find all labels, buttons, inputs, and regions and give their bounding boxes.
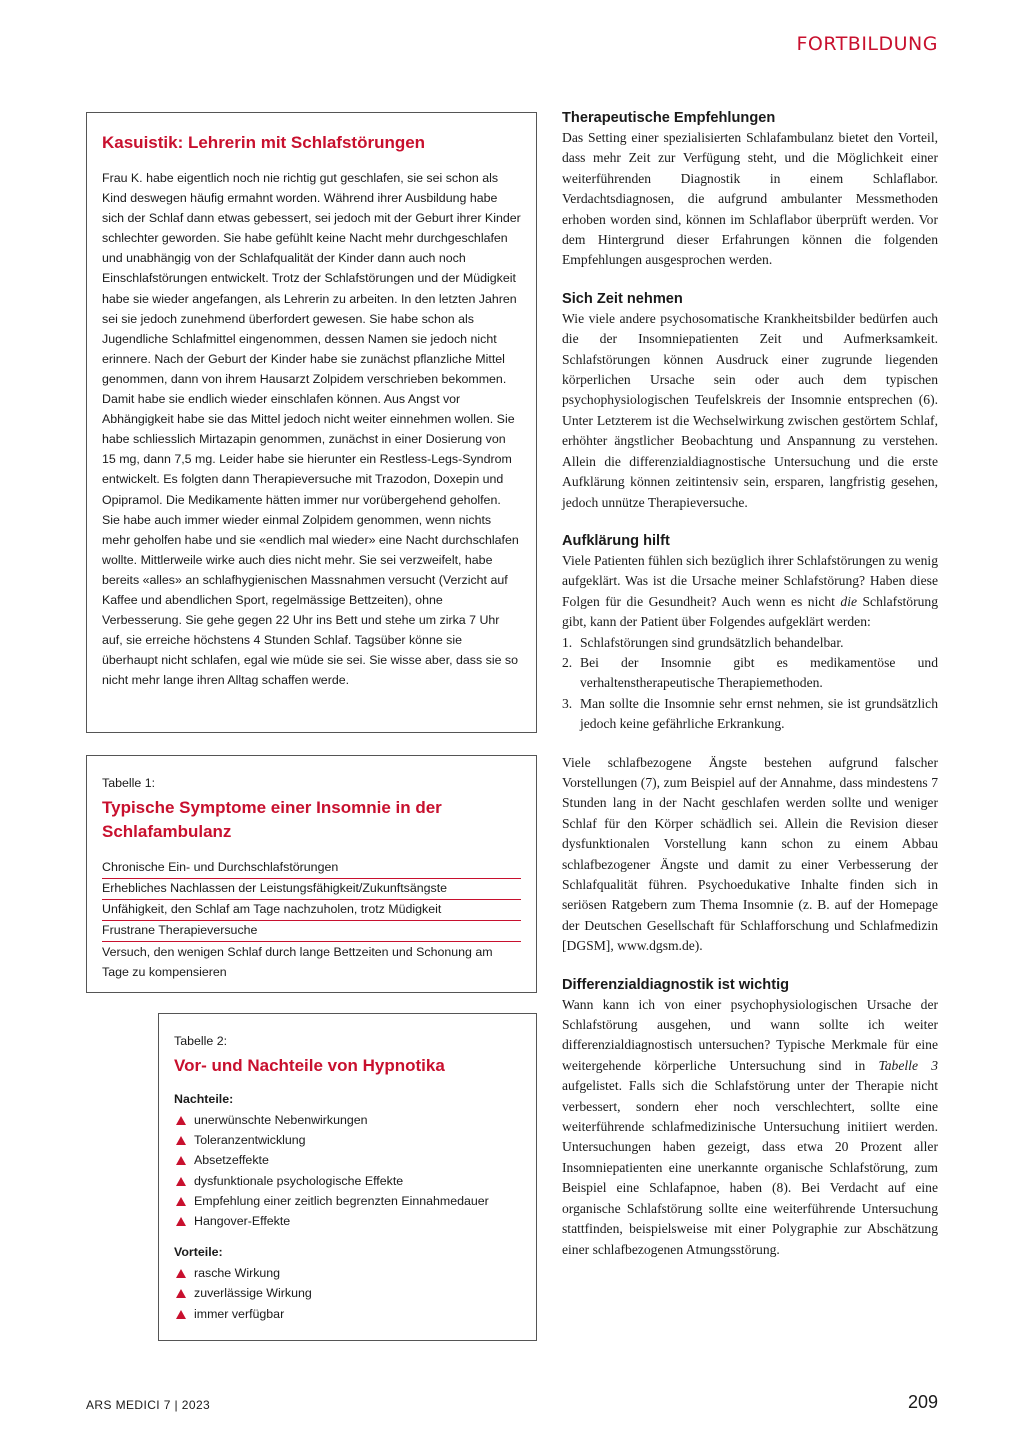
text-run: aufgelistet. Falls sich die Schlafstörung unter der Therapie nicht verbessert, sondern eher noch verschlechtert, sollte eine weiterführende schlafmedizinische Untersuchung initiiert werden. Untersuchungen haben gezeigt, dass etwa 20 Prozent aller Insomniepatienten eine unerkannte organische Schlafstörung, zum Beispiel eine Schlafapnoe, haben (8). Bei Verdacht auf eine organische Schlafstörung sollte eine weiterführende Untersuchung stattfinden, beispielsweise mit einer Polygraphie zur Abschätzung einer schlafbezogenen Atmungsstörung. — [562, 1078, 938, 1257]
list-item-text: Absetzeffekte — [194, 1153, 269, 1168]
emphasis: die — [840, 593, 858, 609]
heading-take-time: Sich Zeit nehmen — [562, 290, 683, 307]
list-item — [174, 1283, 521, 1303]
list-item-text: immer verfügbar — [194, 1306, 285, 1321]
triangle-bullet-icon — [176, 1289, 186, 1298]
case-report-text: Frau K. habe eigentlich noch nie richtig gut geschlafen, sie sei schon als Kind deswegen häufig ermahnt worden. Während ihrer Ausbildung habe sich der Schlaf dann etwas gebessert, sei jedoch mit der Geburt ihrer Kinder schlechter geworden. Sie habe gefühlt keine Nacht mehr durchgeschlafen und unabhängig von der Schlafqualität der Kinder dann auch noch Einschlafstörungen entwickelt. Trotz der Schlafstörungen und der Müdigkeit habe sie wieder angefangen, als Lehrerin zu arbeiten. In den letzten Jahren sei sie jedoch zunehmend überfordert gewesen. Sie habe schon als Jugendliche Schlafmittel eingenommen, dessen Namen sie jedoch nicht erinnere. Nach der Geburt der Kinder habe sie zunächst pflanzliche Mittel genommen, dann von ihrem Hausarzt Zolpidem verschrieben bekommen. Damit habe sie endlich wieder einschlafen können. Aus Angst vor Abhängigkeit habe sie das Mittel jedoch nicht weiter einnehmen wollen. Sie habe schliesslich Mirtazapin genommen, zunächst in einer Dosierung von 15 mg, dann 7,5 mg. Leider habe sie hierunter ein Restless-Legs-Syndrom entwickelt. Es folgten dann Therapieversuche mit Trazodon, Doxepin und Opipramol. Die Medikamente hätten immer nur vorübergehend geholfen. Sie habe auch immer wieder einmal Zolpidem genommen, wenn nichts mehr geholfen habe und sie «endlich mal wieder» eine Nacht durchschlafen wollte. Mittlerweile wirke auch dies nicht mehr. Sie sei verzweifelt, habe bereits «alles» an schlafhygienischen Massnahmen versucht (Verzicht auf Kaffee und abendlichen Sport, regelmässige Bettzeiten), ohne Verbesserung. Sie gehe gegen 22 Uhr ins Bett und stehe um zirka 7 Uhr auf, sie erreiche höchstens 4 Stunden Schlaf. Tagsüber könne sie überhaupt nicht schlafen, egal wie müde sie sei. Sie wisse aber, dass sie so nicht mehr lange ihren Alltag schaffen werde. — [102, 171, 521, 688]
list-item-text: unerwünschte Nebenwirkungen — [194, 1113, 368, 1127]
triangle-bullet-icon — [176, 1310, 186, 1319]
table-row: Frustrane Therapieversuche — [102, 921, 521, 942]
section-label: FORTBILDUNG — [796, 33, 938, 55]
article-column — [562, 108, 938, 1260]
list-item-text: Empfehlung einer zeitlich begrenzten Einnahmedauer — [194, 1193, 489, 1208]
list-item — [174, 1263, 521, 1283]
cons-list — [174, 1110, 521, 1231]
list-item-text: Schlafstörungen sind grundsätzlich behandelbar. — [580, 634, 844, 650]
list-item — [174, 1191, 521, 1211]
list-item — [174, 1110, 521, 1130]
pros-heading: Vorteile: — [174, 1245, 223, 1260]
table-2-label: Tabelle 2: — [174, 1034, 228, 1048]
emphasis: Tabelle 3 — [878, 1057, 938, 1073]
case-report-box — [86, 112, 537, 733]
triangle-bullet-icon — [176, 1197, 186, 1206]
paragraph — [562, 995, 938, 1260]
table-2-title: Vor- und Nachteile von Hypnotika — [174, 1056, 445, 1075]
text-run: Wann kann ich von einer psychophysiologischen Ursache der Schlafstörung ausgehen, und wann sollte ich weiter differenzialdiagnostisch untersuchen? Typische Merkmale für eine weitergehende körperliche Untersuchung sind in — [562, 996, 938, 1073]
table-1-title: Typische Symptome einer Insomnie in der Schlafambulanz — [102, 798, 442, 841]
triangle-bullet-icon — [176, 1156, 186, 1165]
page-number: 209 — [907, 1392, 938, 1412]
list-item-text: zuverlässige Wirkung — [194, 1286, 312, 1301]
list-number: 2. — [562, 654, 573, 670]
list-item — [562, 694, 938, 735]
list-item — [174, 1130, 521, 1150]
table-row: Unfähigkeit, den Schlaf am Tage nachzuholen, trotz Müdigkeit — [102, 900, 521, 921]
list-number: 1. — [562, 634, 573, 650]
list-item-text: Toleranzentwicklung — [194, 1133, 306, 1148]
table-2-box — [158, 1013, 537, 1341]
triangle-bullet-icon — [176, 1116, 186, 1125]
list-item — [562, 653, 938, 694]
table-1-label: Tabelle 1: — [102, 776, 156, 790]
list-number: 3. — [562, 695, 573, 711]
table-row: Versuch, den wenigen Schlaf durch lange Bettzeiten und Schonung am Tage zu kompensieren — [102, 945, 493, 979]
paragraph: Das Setting einer spezialisierten Schlafambulanz bietet den Vorteil, dass mehr Zeit zur Verfügung steht, und die Möglichkeit einer weiterführenden Diagnostik in einem Schlaflabor. Verdachtsdiagnosen, die aufgrund ambulanter Messmethoden erhoben worden sind, können im Schlaflabor überprüft werden. Vor dem Hintergrund dieser Erfahrungen können die folgenden Empfehlungen ausgesprochen werden. — [562, 130, 938, 268]
heading-differential-diagnosis: Differenzialdiagnostik ist wichtig — [562, 976, 790, 993]
list-item — [174, 1304, 521, 1324]
table-row: Erhebliches Nachlassen der Leistungsfähigkeit/Zukunftsängste — [102, 879, 521, 900]
paragraph — [562, 551, 938, 633]
numbered-list — [562, 633, 938, 735]
table-row: Chronische Ein- und Durchschlafstörungen — [102, 858, 521, 879]
triangle-bullet-icon — [176, 1269, 186, 1278]
table-1-box — [86, 755, 537, 993]
list-item-text: Hangover-Effekte — [194, 1214, 291, 1229]
list-item-text: dysfunktionale psychologische Effekte — [194, 1173, 404, 1188]
case-report-title: Kasuistik: Lehrerin mit Schlafstörungen — [102, 133, 426, 152]
list-item — [174, 1171, 521, 1191]
text-run: Schlafstörung gibt, kann der Patient über Folgendes aufgeklärt werden: — [562, 593, 938, 630]
list-item — [562, 633, 938, 653]
heading-therapy-recommendations: Therapeutische Empfehlungen — [562, 110, 776, 126]
list-item — [174, 1211, 521, 1231]
triangle-bullet-icon — [176, 1217, 186, 1226]
pros-list — [174, 1263, 521, 1324]
list-item-text: rasche Wirkung — [194, 1266, 281, 1281]
list-item — [174, 1150, 521, 1170]
list-item-text: Man sollte die Insomnie sehr ernst nehmen, sie ist grundsätzlich jedoch keine gefährliche Erkrankung. — [580, 695, 938, 732]
cons-heading: Nachteile: — [174, 1092, 234, 1106]
triangle-bullet-icon — [176, 1177, 186, 1186]
triangle-bullet-icon — [176, 1136, 186, 1145]
list-item-text: Bei der Insomnie gibt es medikamentöse und verhaltenstherapeutische Therapiemethoden. — [580, 654, 938, 691]
paragraph: Viele schlafbezogene Ängste bestehen aufgrund falscher Vorstellungen (7), zum Beispiel auf der Annahme, dass mindestens 7 Stunden lang in der Nacht geschlafen werden sollte und weniger Schlaf für den Körper schädlich sei. Allein die Revision dieser dysfunktionalen Vorstellung kann schon zu einem Abbau schlafbezogener Ängste und damit zu einer Verbesserung der Schlafqualität führen. Psychoedukative Inhalte finden sich in seriösen Ratgebern zum Thema Insomnie (z. B. auf der Homepage der Deutschen Gesellschaft für Schlafforschung und Schlafmedizin [DGSM], www.dgsm.de). — [562, 754, 938, 954]
paragraph: Wie viele andere psychosomatische Krankheitsbilder bedürfen auch die der Insomniepatienten Zeit und Aufmerksamkeit. Schlafstörungen können Ausdruck einer zugrunde liegenden körperlichen Ursache sein oder auch dem typischen psychophysiologischen Teufelskreis der Insomnie entsprechen (6). Unter Letzterem ist die Wechselwirkung zwischen gestörtem Schlaf, erhöhter ängstlicher Beobachtung und Anspannung zu verstehen. Allein die differenzialdiagnostische Untersuchung und die erste Aufklärung können zeitintensiv sein, ersparen, langfristig gesehen, jedoch unnütze Therapieversuche. — [562, 310, 938, 510]
heading-education-helps: Aufklärung hilft — [562, 532, 670, 549]
journal-footer: ARS MEDICI 7 | 2023 — [86, 1398, 211, 1412]
text-run: Viele Patienten fühlen sich bezüglich ihrer Schlafstörungen zu wenig aufgeklärt. Was ist die Ursache meiner Schlafstörung? Haben diese Folgen für die Gesundheit? Auch wenn es nicht — [562, 552, 938, 609]
